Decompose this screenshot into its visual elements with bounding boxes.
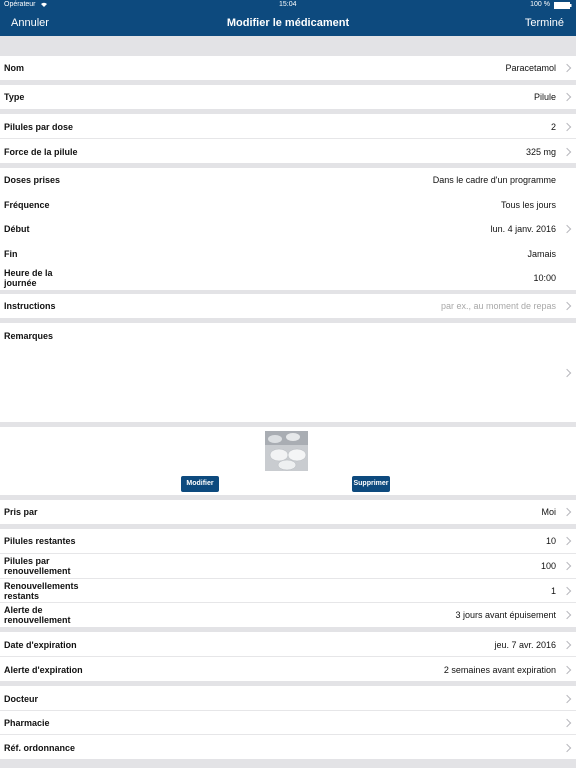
chevron-right-icon bbox=[563, 123, 571, 131]
battery-label: 100 % bbox=[530, 1, 550, 8]
chevron-right-icon bbox=[563, 225, 571, 233]
chevron-right-icon bbox=[563, 744, 571, 752]
debut-value[interactable]: lun. 4 janv. 2016 bbox=[490, 224, 556, 234]
heure-label-line2: journée bbox=[4, 278, 37, 288]
renouv-restants-label-line2: restants bbox=[4, 591, 40, 601]
row-pris-par[interactable] bbox=[0, 500, 576, 524]
pilules-renouv-value[interactable]: 100 bbox=[540, 561, 556, 571]
pris-par-value: Moi bbox=[541, 507, 556, 517]
type-label: Type bbox=[4, 92, 25, 102]
alerte-renouv-label-line1: Alerte de bbox=[4, 605, 43, 615]
row-remarques[interactable] bbox=[0, 323, 576, 422]
pilules-renouv-label-line1: Pilules par bbox=[4, 556, 50, 566]
pill-photo[interactable] bbox=[265, 431, 308, 471]
chevron-right-icon bbox=[563, 666, 571, 674]
supprimer-photo-button[interactable]: Supprimer bbox=[352, 476, 390, 492]
instructions-placeholder: par ex., au moment de repas bbox=[440, 301, 556, 311]
row-nom[interactable] bbox=[0, 56, 576, 80]
chevron-right-icon bbox=[563, 695, 571, 703]
divider bbox=[0, 553, 576, 554]
status-bar bbox=[0, 0, 576, 10]
chevron-right-icon bbox=[563, 64, 571, 72]
row-type[interactable] bbox=[0, 85, 576, 109]
doses-prises-label: Doses prises bbox=[4, 175, 61, 185]
date-exp-label: Date d'expiration bbox=[4, 640, 77, 650]
chevron-right-icon bbox=[563, 562, 571, 570]
fin-label: Fin bbox=[4, 249, 18, 259]
divider bbox=[0, 602, 576, 603]
pharmacie-label[interactable]: Pharmacie bbox=[4, 718, 50, 728]
group-schedule bbox=[0, 168, 576, 290]
group-dose bbox=[0, 114, 576, 163]
photo-section bbox=[0, 427, 576, 495]
divider bbox=[0, 710, 576, 711]
heure-label-line1: Heure de la bbox=[4, 268, 53, 278]
cancel-button[interactable]: Annuler bbox=[11, 17, 49, 29]
chevron-right-icon bbox=[563, 611, 571, 619]
force-value[interactable]: 325 mg bbox=[525, 147, 556, 157]
fin-value[interactable]: Jamais bbox=[527, 249, 556, 259]
done-button[interactable]: Terminé bbox=[524, 17, 564, 29]
group-expiration bbox=[0, 632, 576, 681]
frequence-label: Fréquence bbox=[4, 200, 50, 210]
navigation-bar bbox=[0, 10, 576, 36]
row-instructions[interactable] bbox=[0, 294, 576, 318]
chevron-right-icon bbox=[563, 93, 571, 101]
doses-prises-value[interactable]: Dans le cadre d'un programme bbox=[432, 175, 556, 185]
wifi-icon bbox=[40, 1, 48, 10]
docteur-label[interactable]: Docteur bbox=[4, 694, 39, 704]
divider bbox=[0, 734, 576, 735]
group-refill bbox=[0, 529, 576, 627]
chevron-right-icon bbox=[563, 302, 571, 310]
renouv-restants-value[interactable]: 1 bbox=[550, 586, 556, 596]
chevron-right-icon bbox=[563, 508, 571, 516]
divider bbox=[0, 138, 576, 139]
pilules-dose-value[interactable]: 2 bbox=[550, 122, 556, 132]
page-title: Modifier le médicament bbox=[226, 17, 350, 29]
nom-value: Paracetamol bbox=[505, 63, 556, 73]
alerte-exp-value[interactable]: 2 semaines avant expiration bbox=[443, 665, 556, 675]
ref-ordonnance-label[interactable]: Réf. ordonnance bbox=[4, 743, 76, 753]
pris-par-label: Pris par bbox=[4, 507, 38, 517]
renouv-restants-label-line1: Renouvellements bbox=[4, 581, 79, 591]
instructions-label: Instructions bbox=[4, 301, 56, 311]
remarques-label: Remarques bbox=[4, 331, 54, 341]
group-contacts bbox=[0, 686, 576, 759]
chevron-right-icon bbox=[563, 148, 571, 156]
alerte-renouv-label-line2: renouvellement bbox=[4, 615, 71, 625]
pilules-renouv-label-line2: renouvellement bbox=[4, 566, 71, 576]
pilules-restantes-label: Pilules restantes bbox=[4, 536, 76, 546]
carrier-label: Opérateur bbox=[4, 1, 36, 8]
chevron-right-icon bbox=[563, 587, 571, 595]
debut-label: Début bbox=[4, 224, 30, 234]
force-label: Force de la pilule bbox=[4, 147, 78, 157]
nom-label: Nom bbox=[4, 63, 24, 73]
chevron-right-icon bbox=[563, 537, 571, 545]
alerte-renouv-value[interactable]: 3 jours avant épuisement bbox=[455, 610, 556, 620]
frequence-value[interactable]: Tous les jours bbox=[500, 200, 556, 210]
pilules-restantes-value[interactable]: 10 bbox=[545, 536, 556, 546]
divider bbox=[0, 656, 576, 657]
chevron-right-icon bbox=[563, 719, 571, 727]
chevron-right-icon bbox=[563, 369, 571, 377]
modifier-photo-button[interactable]: Modifier bbox=[181, 476, 219, 492]
alerte-exp-label: Alerte d'expiration bbox=[4, 665, 83, 675]
status-time: 15:04 bbox=[279, 1, 297, 8]
pilules-dose-label: Pilules par dose bbox=[4, 122, 74, 132]
type-value: Pilule bbox=[533, 92, 556, 102]
divider bbox=[0, 578, 576, 579]
chevron-right-icon bbox=[563, 641, 571, 649]
heure-value[interactable]: 10:00 bbox=[533, 273, 556, 283]
date-exp-value[interactable]: jeu. 7 avr. 2016 bbox=[494, 640, 556, 650]
